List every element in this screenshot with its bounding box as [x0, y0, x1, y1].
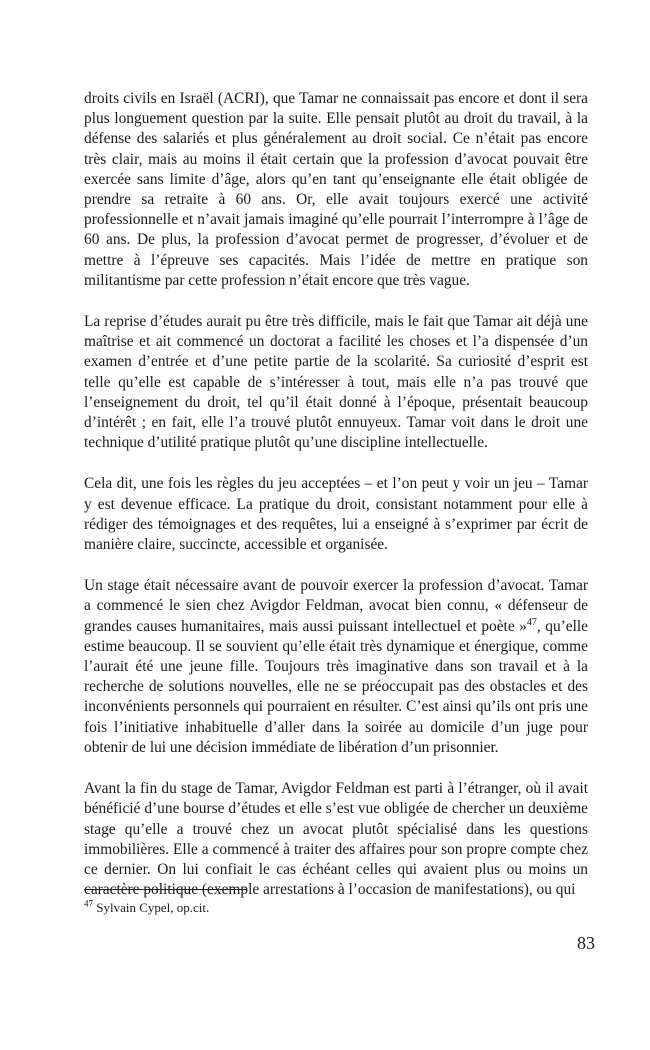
paragraph-3: Cela dit, une fois les règles du jeu acceptées – et l’on peut y voir un jeu – Tamar y est devenue efficace. La pratique du droit, consistant notamment pour elle à rédiger des témoignages et des requêtes, lui a enseigné à s’exprimer par écrit de manière claire, succincte, accessible et organisée. [84, 475, 588, 554]
footnote-number: 47 [84, 898, 93, 909]
paragraph-2: La reprise d’études aurait pu être très difficile, mais le fait que Tamar ait déjà une maîtrise et ait commencé un doctorat a facilité les choses et l’a dispensée d’un examen d’entrée et d’une petite partie de la scolarité. Sa curiosité d’esprit est telle qu’elle est capable de s’intéresser à tout, mais elle n’a pas trouvé que l’enseignement du droit, tel qu’il était donné à l’époque, présentait beaucoup d’intérêt ; en fait, elle l’a trouvé plutôt ennuyeux. Tamar voit dans le droit une technique d’utilité pratique plutôt qu’une discipline intellectuelle. [84, 313, 588, 452]
paragraph-1: droits civils en Israël (ACRI), que Tamar ne connaissait pas encore et dont il sera plus longuement question par la suite. Elle pensait plutôt au droit du travail, à la défense des salariés et plus généralement au droit social. Ce n’était pas encore très clair, mais au moins il était certain que la profession d’avocat pouvait être exercée sans limite d’âge, alors qu’en tant qu’enseignante elle était obligée de prendre sa retraite à 60 ans. Or, elle avait toujours exercé une activité professionnelle et n’avait jamais imaginé qu’elle pourrait l’interrompre à l’âge de 60 ans. De plus, la profession d’avocat permet de progresser, d’évoluer et de mettre à l’épreuve ses capacités. Mais l’idée de mettre en pratique son militantisme par cette profession n’était encore que très vague. [84, 90, 588, 289]
footnote-reference: 47 [526, 616, 537, 628]
footnote-divider [84, 889, 247, 890]
footnote-text: Sylvain Cypel, op.cit. [96, 900, 210, 915]
paragraph-4 [84, 576, 588, 758]
paragraph-5: Avant la fin du stage de Tamar, Avigdor Feldman est parti à l’étranger, où il avait bénéficié d’une bourse d’études et elle s’est vue obligée de chercher un deuxième stage qu’elle a trouvé chez un avocat plutôt spécialisé dans les questions immobilières. Elle a commencé à traiter des affaires pour son propre compte chez ce dernier. On lui confiait le cas échéant celles qui avaient plus ou moins un caractère politique (exemple arrestations à l’occasion de manifestations), ou qui [84, 780, 588, 899]
paragraph-4-text-before: Un stage était nécessaire avant de pouvoir exercer la profession d’avocat. Tamar a commencé le sien chez Avigdor Feldman, avocat bien connu, « défenseur de grandes causes humanitaires, mais aussi puissant intellectuel et poète » [84, 577, 588, 635]
page-number: 83 [577, 933, 595, 953]
paragraph-4-text-after: , qu’elle estime beaucoup. Il se souvient qu’elle était très dynamique et énergique, comme l’aurait été une jeune fille. Toujours très imaginative dans son travail et à la recherche de solutions nouvelles, elle ne se préoccupait pas des obstacles et des inconvénients personnels qui pourraient en résulter. C’est ainsi qu’ils ont pris une fois l’initiative inhabituelle d’aller dans la soirée au domicile d’un juge pour obtenir de lui une décision immédiate de libération d’un prisonnier. [84, 617, 588, 756]
footnote [84, 899, 588, 917]
body-text [84, 89, 588, 900]
